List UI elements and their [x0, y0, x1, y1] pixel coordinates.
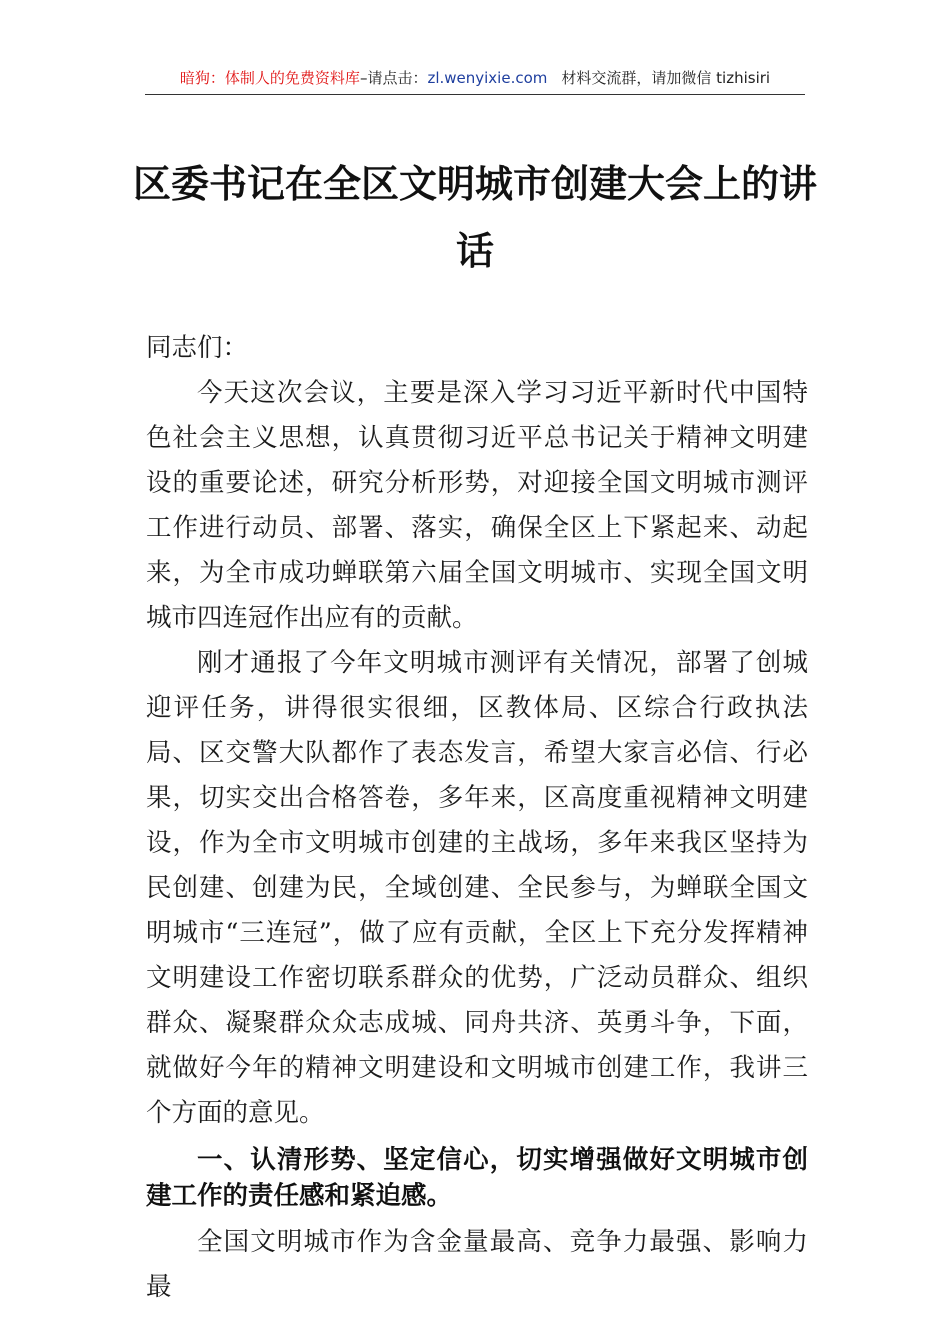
header-brand: 暗狗：体制人的免费资料库	[179, 69, 360, 87]
paragraph-1: 今天这次会议，主要是深入学习习近平新时代中国特色社会主义思想，认真贯彻习近平总书记关于精神文明建设的重要论述，研究分析形势，对迎接全国文明城市测评工作进行动员、部署、落实，确保全区上下紧起来、动起来，为全市成功蝉联第六届全国文明城市、实现全国文明城市四连冠作出应有的贡献。	[146, 378, 808, 633]
paragraph-2: 刚才通报了今年文明城市测评有关情况，部署了创城迎评任务，讲得很实很细，区教体局、区综合行政执法局、区交警大队都作了表态发言，希望大家言必信、行必果，切实交出合格答卷，多年来，区高度重视精神文明建设，作为全市文明城市创建的主战场，多年来我区坚持为民创建、创建为民，全域创建、全民参与，为蝉联全国文明城市“三连冠”，做了应有贡献，全区上下充分发挥精神文明建设工作密切联系群众的优势，广泛动员群众、组织群众、凝聚群众众志成城、同舟共济、英勇斗争，下面，就做好今年的精神文明建设和文明城市创建工作，我讲三个方面的意见。	[146, 648, 808, 1128]
header-url-link[interactable]: zl.wenyixie.com	[427, 69, 548, 87]
page-header	[145, 66, 805, 95]
document-title: 区委书记在全区文明城市创建大会上的讲话	[132, 161, 817, 273]
header-prompt: –请点击：	[359, 69, 428, 87]
document-body	[146, 326, 808, 1310]
salutation: 同志们：	[146, 333, 249, 363]
section-heading-1: 一、认清形势、坚定信心，切实增强做好文明城市创建工作的责任感和紧迫感。	[146, 1145, 808, 1211]
header-contact: 材料交流群，请加微信 tizhisiri	[561, 69, 771, 87]
paragraph-3: 全国文明城市作为含金量最高、竞争力最强、影响力最	[146, 1227, 808, 1302]
